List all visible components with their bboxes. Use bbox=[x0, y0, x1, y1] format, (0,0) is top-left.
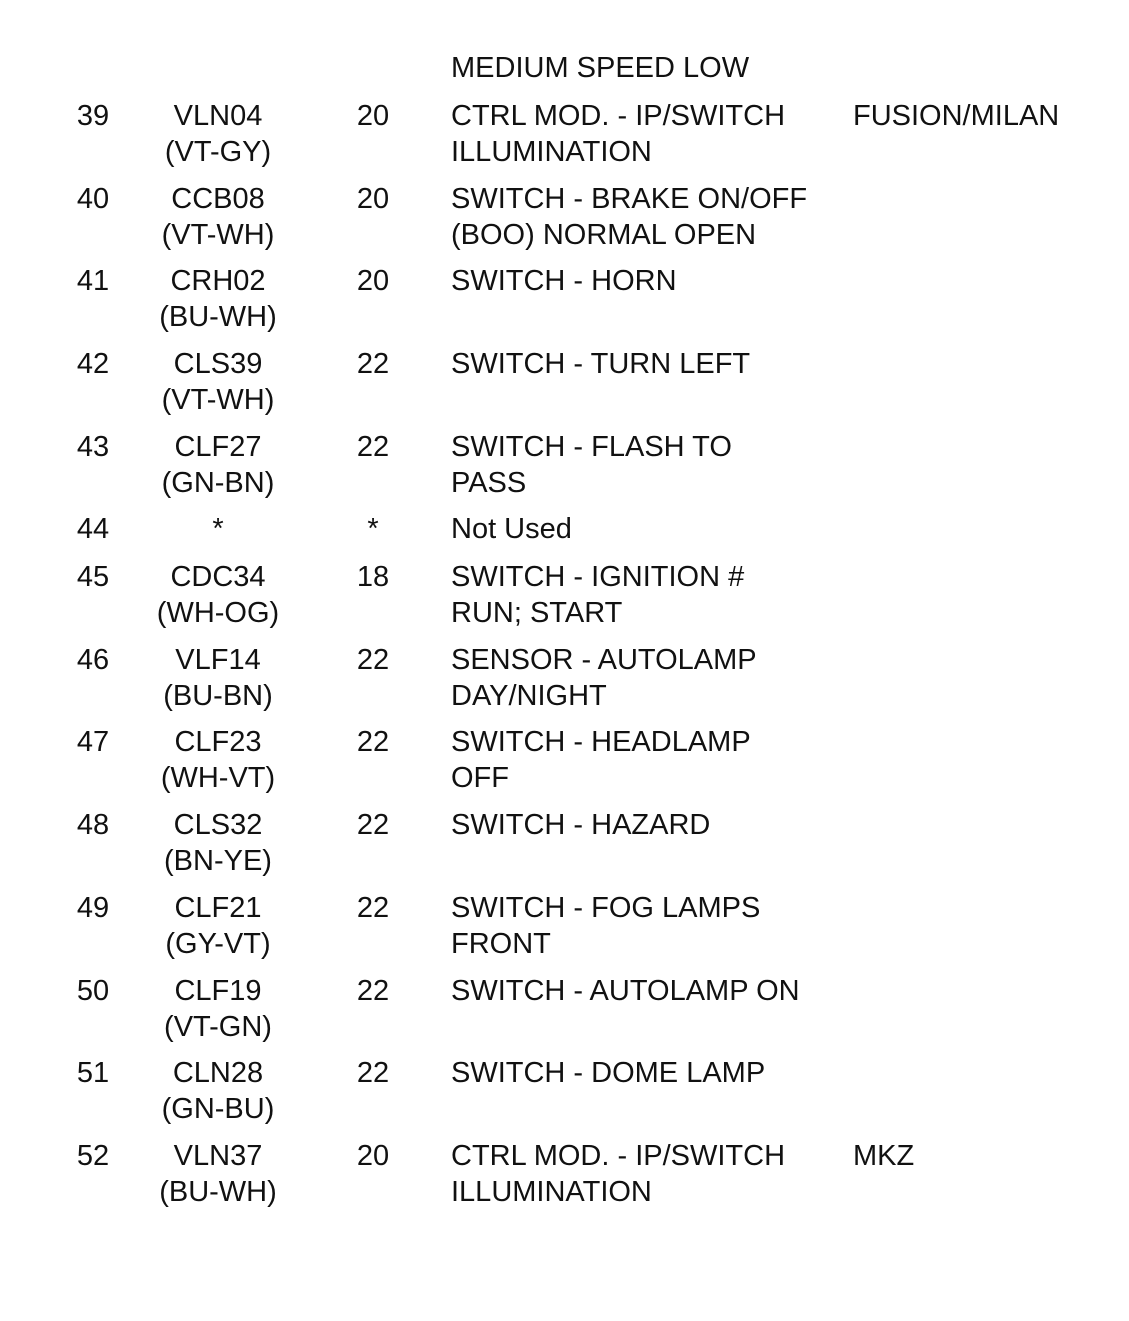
circuit-cell bbox=[130, 181, 306, 253]
wire-color: (VT-WH) bbox=[161, 384, 275, 416]
wire-gauge: 20 bbox=[356, 265, 390, 297]
table-row bbox=[0, 1055, 1129, 1135]
wire-gauge: 22 bbox=[356, 892, 390, 924]
pin-number: 49 bbox=[76, 892, 110, 924]
circuit-cell bbox=[130, 429, 306, 501]
wire-gauge: 18 bbox=[356, 561, 390, 593]
circuit-cell bbox=[130, 724, 306, 796]
wire-gauge: 22 bbox=[356, 809, 390, 841]
circuit-function bbox=[451, 1055, 851, 1091]
pin-number: 39 bbox=[76, 100, 110, 132]
circuit-code: VLN37 bbox=[173, 1140, 263, 1172]
circuit-code: VLF14 bbox=[175, 644, 261, 676]
circuit-code: CCB08 bbox=[171, 183, 265, 215]
circuit-cell bbox=[130, 98, 306, 170]
pin-number: 41 bbox=[76, 265, 110, 297]
table-row bbox=[0, 263, 1129, 343]
wire-color: (GN-BU) bbox=[161, 1093, 275, 1125]
circuit-cell bbox=[130, 642, 306, 714]
wire-color: (VT-GN) bbox=[164, 1011, 272, 1043]
circuit-cell bbox=[130, 807, 306, 879]
circuit-function bbox=[451, 346, 851, 382]
function-line-1: SWITCH - FOG LAMPS bbox=[451, 892, 761, 924]
pin-number: 52 bbox=[76, 1140, 110, 1172]
pin-number: 46 bbox=[76, 644, 110, 676]
wire-color: (BU-WH) bbox=[159, 301, 277, 333]
wire-gauge: 20 bbox=[356, 100, 390, 132]
circuit-code: CLF23 bbox=[174, 726, 262, 758]
pin-number: 51 bbox=[76, 1057, 110, 1089]
wire-color: (GY-VT) bbox=[165, 928, 271, 960]
pin-number: 45 bbox=[76, 561, 110, 593]
circuit-cell bbox=[130, 1055, 306, 1127]
function-line-2: OFF bbox=[451, 762, 509, 794]
wire-gauge: 22 bbox=[356, 726, 390, 758]
circuit-cell bbox=[130, 511, 306, 547]
function-line-1: SWITCH - DOME LAMP bbox=[451, 1057, 766, 1089]
pin-number: 48 bbox=[76, 809, 110, 841]
function-line-1: SWITCH - HEADLAMP bbox=[451, 726, 751, 758]
function-line-1: SWITCH - HAZARD bbox=[451, 809, 711, 841]
circuit-function bbox=[451, 429, 851, 501]
pin-number: 43 bbox=[76, 431, 110, 463]
wire-gauge: 22 bbox=[356, 975, 390, 1007]
circuit-code: CRH02 bbox=[170, 265, 266, 297]
table-row bbox=[0, 724, 1129, 804]
pin-number: 50 bbox=[76, 975, 110, 1007]
circuit-function bbox=[451, 263, 851, 299]
function-line-1: Not Used bbox=[451, 513, 572, 545]
function-line-2: ILLUMINATION bbox=[451, 136, 652, 168]
wire-color: (VT-WH) bbox=[161, 219, 275, 251]
carryover-description: MEDIUM SPEED LOW bbox=[451, 52, 750, 84]
wire-color: (WH-VT) bbox=[160, 762, 276, 794]
function-line-2: RUN; START bbox=[451, 597, 623, 629]
pin-number: 42 bbox=[76, 348, 110, 380]
function-line-1: CTRL MOD. - IP/SWITCH bbox=[451, 100, 786, 132]
comment: MKZ bbox=[853, 1140, 915, 1172]
circuit-function bbox=[451, 890, 851, 962]
table-row bbox=[0, 642, 1129, 722]
table-row bbox=[0, 1138, 1129, 1218]
circuit-code: CLF21 bbox=[174, 892, 262, 924]
circuit-code: * bbox=[212, 513, 224, 545]
function-line-1: SWITCH - TURN LEFT bbox=[451, 348, 751, 380]
table-row bbox=[0, 973, 1129, 1053]
function-line-1: SWITCH - BRAKE ON/OFF bbox=[451, 183, 808, 215]
circuit-cell bbox=[130, 890, 306, 962]
function-line-1: CTRL MOD. - IP/SWITCH bbox=[451, 1140, 786, 1172]
table-row bbox=[0, 559, 1129, 639]
function-line-1: SENSOR - AUTOLAMP bbox=[451, 644, 757, 676]
circuit-function bbox=[451, 642, 851, 714]
table-row bbox=[0, 181, 1129, 261]
wire-color: (BN-YE) bbox=[164, 845, 272, 877]
wire-color: (VT-GY) bbox=[164, 136, 272, 168]
circuit-code: CLN28 bbox=[172, 1057, 264, 1089]
pin-number: 47 bbox=[76, 726, 110, 758]
circuit-cell bbox=[130, 559, 306, 631]
function-line-2: PASS bbox=[451, 467, 527, 499]
circuit-cell bbox=[130, 1138, 306, 1210]
wire-color: (WH-OG) bbox=[156, 597, 280, 629]
circuit-function bbox=[451, 724, 851, 796]
function-line-2: FRONT bbox=[451, 928, 551, 960]
function-line-1: SWITCH - IGNITION # bbox=[451, 561, 745, 593]
circuit-code: CLS39 bbox=[173, 348, 263, 380]
circuit-function bbox=[451, 98, 851, 170]
circuit-function bbox=[451, 973, 851, 1009]
circuit-function bbox=[451, 559, 851, 631]
table-row bbox=[0, 890, 1129, 970]
circuit-function bbox=[451, 181, 851, 253]
circuit-cell bbox=[130, 346, 306, 418]
circuit-function bbox=[451, 807, 851, 843]
table-row bbox=[0, 346, 1129, 426]
pin-number: 40 bbox=[76, 183, 110, 215]
circuit-cell bbox=[130, 973, 306, 1045]
function-line-2: ILLUMINATION bbox=[451, 1176, 652, 1208]
function-line-2: DAY/NIGHT bbox=[451, 680, 607, 712]
circuit-function bbox=[451, 1138, 851, 1210]
wire-color: (GN-BN) bbox=[161, 467, 275, 499]
wire-gauge: 20 bbox=[356, 1140, 390, 1172]
wire-color: (BU-WH) bbox=[159, 1176, 277, 1208]
function-line-1: SWITCH - AUTOLAMP ON bbox=[451, 975, 800, 1007]
circuit-code: VLN04 bbox=[173, 100, 263, 132]
wire-gauge: 22 bbox=[356, 1057, 390, 1089]
circuit-function bbox=[451, 511, 851, 547]
circuit-code: CDC34 bbox=[170, 561, 266, 593]
wire-gauge: 22 bbox=[356, 431, 390, 463]
circuit-cell bbox=[130, 263, 306, 335]
function-line-2: (BOO) NORMAL OPEN bbox=[451, 219, 757, 251]
wire-gauge: 22 bbox=[356, 644, 390, 676]
table-row bbox=[0, 807, 1129, 887]
circuit-code: CLS32 bbox=[173, 809, 263, 841]
circuit-code: CLF19 bbox=[174, 975, 262, 1007]
table-row bbox=[0, 98, 1129, 178]
wire-color: (BU-BN) bbox=[163, 680, 273, 712]
wire-gauge: 20 bbox=[356, 183, 390, 215]
wire-gauge: 22 bbox=[356, 348, 390, 380]
table-row bbox=[0, 429, 1129, 509]
comment: FUSION/MILAN bbox=[853, 100, 1060, 132]
circuit-code: CLF27 bbox=[174, 431, 262, 463]
function-line-1: SWITCH - FLASH TO bbox=[451, 431, 732, 463]
wire-gauge: * bbox=[367, 513, 379, 545]
function-line-1: SWITCH - HORN bbox=[451, 265, 677, 297]
pin-number: 44 bbox=[76, 513, 110, 545]
